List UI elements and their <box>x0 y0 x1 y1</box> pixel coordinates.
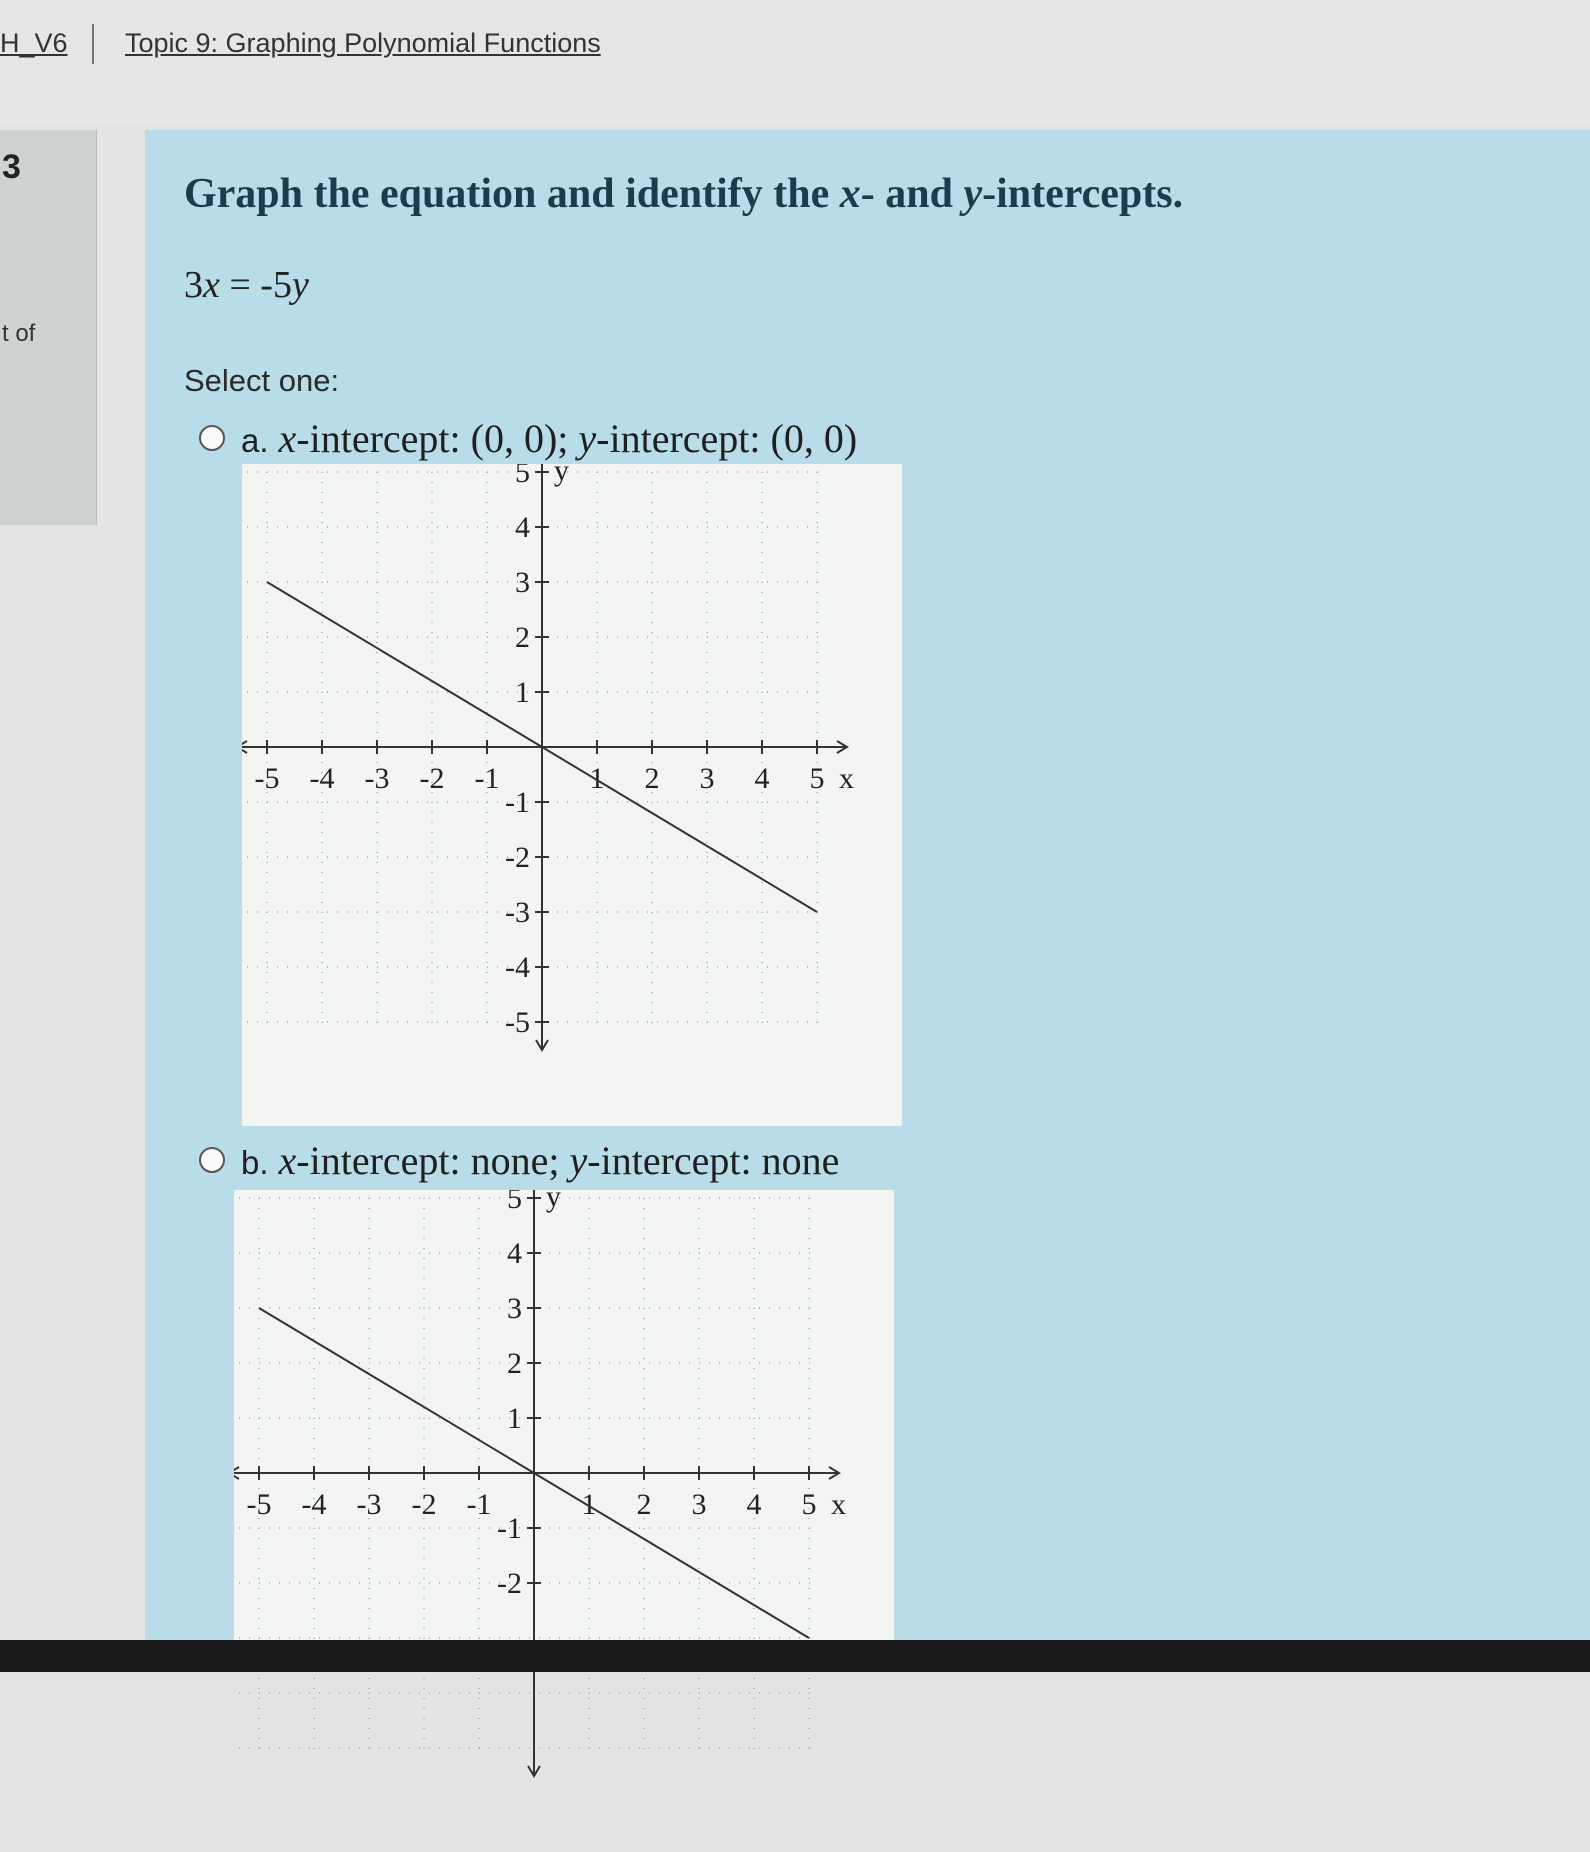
x-axis-label: x <box>831 1488 846 1521</box>
x-tick-label: 3 <box>699 762 715 795</box>
option-b-radio[interactable] <box>199 1147 225 1173</box>
y-axis-label: y <box>546 1190 561 1213</box>
x-tick-label: 2 <box>644 762 660 795</box>
y-tick-label: 2 <box>507 1347 522 1380</box>
y-tick-label: -3 <box>505 896 530 929</box>
breadcrumb-course-link[interactable]: H_V6 <box>0 28 68 58</box>
x-tick-label: 5 <box>801 1488 817 1521</box>
y-axis-label: y <box>554 464 569 487</box>
x-tick-label: 1 <box>589 762 605 795</box>
x-tick-label: 1 <box>581 1488 597 1521</box>
x-tick-label: -2 <box>419 762 445 795</box>
option-a-graph <box>242 464 902 1126</box>
question-prompt: Graph the equation and identify the x- and y-intercepts. <box>184 171 1184 217</box>
x-tick-label: 2 <box>636 1488 652 1521</box>
question-number: 3 <box>2 148 21 186</box>
x-tick-label: -5 <box>254 762 280 795</box>
x-tick-label: 3 <box>691 1488 707 1521</box>
y-tick-label: -1 <box>497 1512 522 1545</box>
y-tick-label: -2 <box>505 841 530 874</box>
y-tick-label: 3 <box>507 1292 522 1325</box>
question-equation: 3x = -5y <box>184 264 309 306</box>
option-a-radio[interactable] <box>199 425 225 451</box>
option-b-label[interactable]: b. x-intercept: none; y-intercept: none <box>241 1138 840 1183</box>
y-tick-label: 3 <box>515 566 530 599</box>
breadcrumb-divider <box>92 24 94 64</box>
x-tick-label: -4 <box>301 1488 327 1521</box>
y-tick-label: -4 <box>505 951 530 984</box>
x-tick-label: 5 <box>809 762 825 795</box>
y-tick-label: 1 <box>515 676 530 709</box>
y-tick-label: 1 <box>507 1402 522 1435</box>
select-one-label: Select one: <box>184 363 340 398</box>
x-tick-label: -1 <box>474 762 500 795</box>
y-tick-label: 5 <box>507 1190 522 1215</box>
y-tick-label: 2 <box>515 621 530 654</box>
x-tick-label: -2 <box>411 1488 437 1521</box>
x-tick-label: 4 <box>754 762 770 795</box>
x-tick-label: -5 <box>246 1488 272 1521</box>
option-a-label[interactable]: a. x-intercept: (0, 0); y-intercept: (0, 0) <box>241 416 858 461</box>
y-tick-label: -5 <box>505 1006 530 1039</box>
x-tick-label: -3 <box>364 762 390 795</box>
top-bar <box>0 0 1590 125</box>
breadcrumb-topic-link[interactable]: Topic 9: Graphing Polynomial Functions <box>125 28 601 58</box>
option-b-graph-svg <box>234 1190 894 1852</box>
x-axis-label: x <box>839 762 854 795</box>
question-info-panel <box>0 130 97 525</box>
screen-bottom-edge <box>0 1640 1590 1672</box>
x-tick-label: -4 <box>309 762 335 795</box>
option-a-graph-svg <box>242 464 902 1126</box>
x-tick-label: -1 <box>466 1488 492 1521</box>
question-points-text: t of <box>2 320 36 347</box>
option-b-graph <box>234 1190 894 1640</box>
y-tick-label: -2 <box>497 1567 522 1600</box>
x-tick-label: -3 <box>356 1488 382 1521</box>
y-tick-label: -1 <box>505 786 530 819</box>
y-tick-label: 5 <box>515 464 530 489</box>
y-tick-label: 4 <box>515 511 530 544</box>
y-tick-label: 4 <box>507 1237 522 1270</box>
x-tick-label: 4 <box>746 1488 762 1521</box>
